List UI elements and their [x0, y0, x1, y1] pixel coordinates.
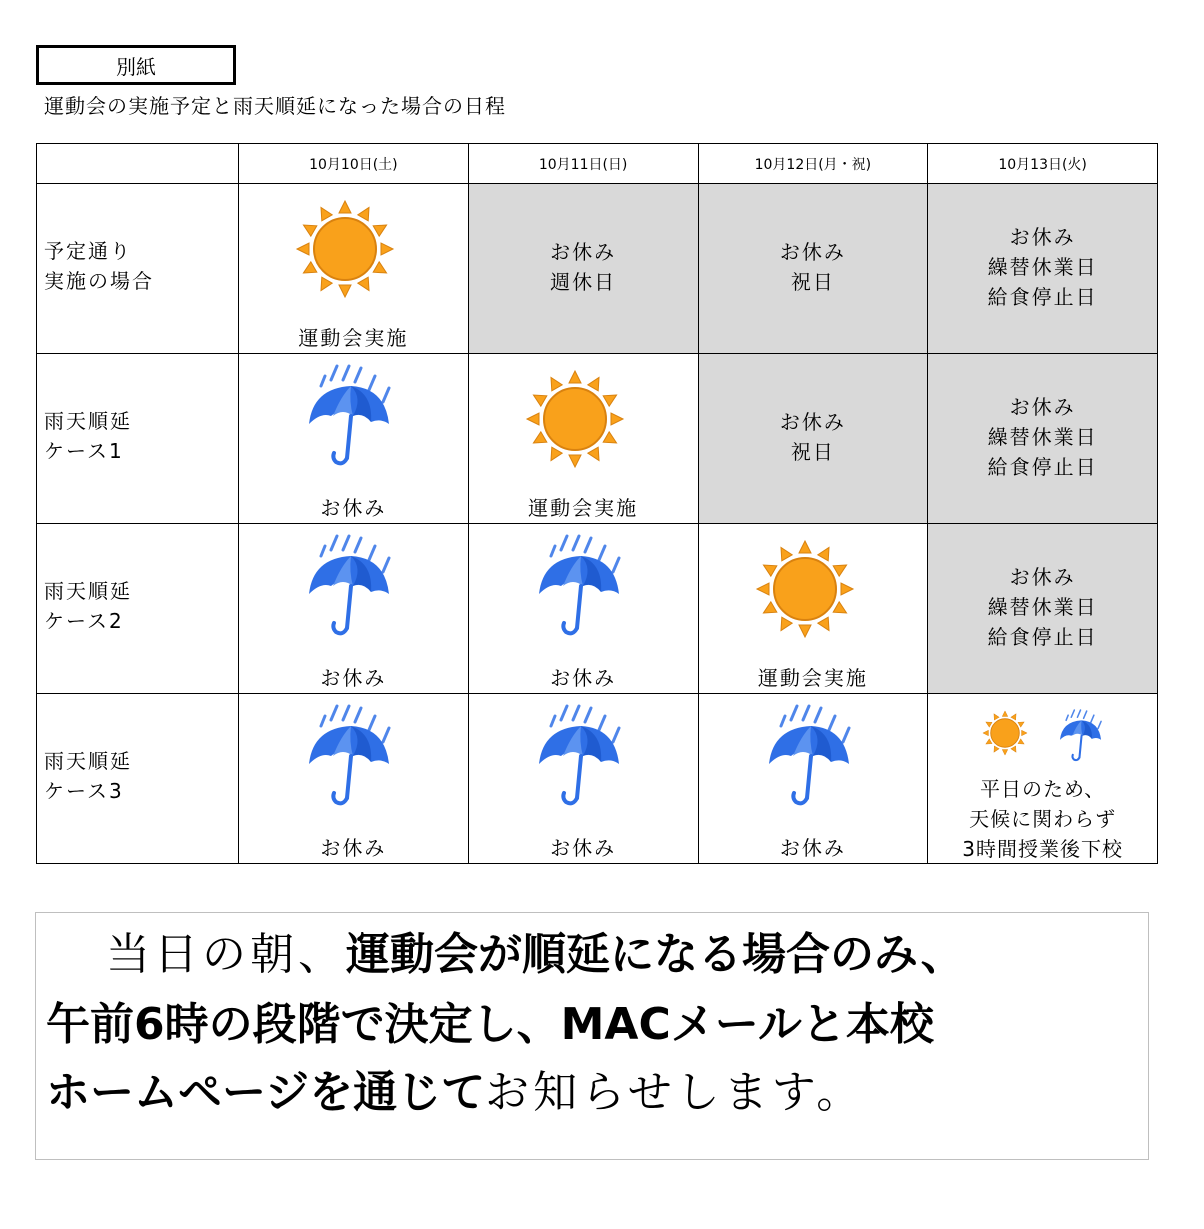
rest-text-line: 給食停止日 [987, 625, 1098, 649]
notice-line-1 [106, 925, 965, 985]
header-row [37, 144, 1158, 184]
table-row [37, 694, 1158, 864]
cell-caption: 運動会実施 [298, 326, 409, 350]
rest-text [469, 237, 698, 297]
sports-day-cell [698, 524, 928, 694]
rest-text-line: 繰替休業日 [987, 595, 1098, 619]
sports-day-cell [468, 354, 698, 524]
rest-text-line: 祝日 [790, 270, 835, 294]
sun-icon [295, 199, 395, 299]
umbrella-rain-icon [763, 702, 853, 807]
row-header [37, 354, 239, 524]
sports-day-cell [239, 184, 469, 354]
notice-line-3 [46, 1063, 864, 1123]
row-label-line: ケース3 [44, 779, 124, 803]
rest-text-line: お休み [1009, 225, 1076, 249]
rest-day-cell [928, 524, 1158, 694]
row-label-line: 実施の場合 [44, 269, 154, 293]
column-header: 10月11日(日) [468, 144, 698, 184]
weekday-note [928, 774, 1157, 864]
table-row [37, 354, 1158, 524]
rest-text-line: 繰替休業日 [987, 255, 1098, 279]
rain-day-cell [468, 694, 698, 864]
umbrella-rain-icon [1056, 708, 1104, 762]
cell-caption: 運動会実施 [757, 666, 868, 690]
rest-text [699, 407, 928, 467]
sun-icon [982, 710, 1028, 756]
rest-text-line: 繰替休業日 [987, 425, 1098, 449]
umbrella-rain-icon [303, 702, 393, 807]
column-header: 10月13日(火) [928, 144, 1158, 184]
row-label-line: 予定通り [44, 239, 132, 263]
rest-text-line: お休み [1009, 395, 1076, 419]
cell-caption: お休み [550, 836, 617, 860]
rest-text-line: お休み [779, 240, 846, 264]
rest-text [928, 392, 1157, 482]
row-label-line: ケース2 [44, 609, 124, 633]
umbrella-rain-icon [533, 702, 623, 807]
row-label [44, 746, 132, 806]
weekday-note-line: 天候に関わらず [969, 807, 1117, 831]
table-row [37, 524, 1158, 694]
column-header: 10月10日(土) [239, 144, 469, 184]
row-header [37, 694, 239, 864]
notice-emphasis: 運動会が順延になる場合のみ、 [346, 929, 965, 980]
weekday-cell [928, 694, 1158, 864]
cell-caption: お休み [320, 836, 387, 860]
row-label [44, 576, 132, 636]
sun-icon [525, 369, 625, 469]
cell-caption: お休み [320, 496, 387, 520]
cell-caption: 運動会実施 [528, 496, 639, 520]
weekday-note-line: 3時間授業後下校 [962, 837, 1123, 861]
umbrella-rain-icon [533, 532, 623, 637]
notice-emphasis: ホームページを通じて [46, 1067, 486, 1118]
rest-day-cell [698, 184, 928, 354]
rest-day-cell [698, 354, 928, 524]
rest-text [928, 222, 1157, 312]
rest-text-line: 給食停止日 [987, 455, 1098, 479]
rest-text [699, 237, 928, 297]
notice-line-2 [46, 995, 934, 1055]
row-label-line: 雨天順延 [44, 409, 132, 433]
rest-day-cell [928, 354, 1158, 524]
column-header: 10月12日(月・祝) [698, 144, 928, 184]
rain-day-cell [239, 524, 469, 694]
cell-caption: お休み [320, 666, 387, 690]
row-header [37, 524, 239, 694]
row-header [37, 184, 239, 354]
umbrella-rain-icon [303, 362, 393, 467]
sun-icon [755, 539, 855, 639]
row-label-line: ケース1 [44, 439, 124, 463]
cell-caption: お休み [550, 666, 617, 690]
cell-caption: お休み [779, 836, 846, 860]
rest-text [928, 562, 1157, 652]
rest-text-line: お休み [779, 410, 846, 434]
rest-text-line: お休み [1009, 565, 1076, 589]
row-label-line: 雨天順延 [44, 579, 132, 603]
row-label [44, 236, 154, 296]
rain-day-cell [698, 694, 928, 864]
notice-emphasis: 午前6時の段階で決定し、MACメールと本校 [46, 999, 934, 1050]
corner-cell [37, 144, 239, 184]
notice-text: お知らせします。 [485, 1067, 865, 1118]
notice-box [35, 912, 1149, 1160]
rest-day-cell [468, 184, 698, 354]
rest-text-line: 祝日 [790, 440, 835, 464]
notice-text: 当日の朝、 [106, 929, 346, 980]
rain-day-cell [239, 354, 469, 524]
rain-day-cell [239, 694, 469, 864]
rest-text-line: 給食停止日 [987, 285, 1098, 309]
row-label-line: 雨天順延 [44, 749, 132, 773]
schedule-table [36, 143, 1158, 864]
document-subtitle: 運動会の実施予定と雨天順延になった場合の日程 [44, 94, 506, 118]
appendix-tag [36, 45, 236, 85]
rain-day-cell [468, 524, 698, 694]
rest-text-line: お休み [550, 240, 617, 264]
weekday-note-line: 平日のため、 [980, 777, 1106, 801]
rest-text-line: 週休日 [550, 270, 617, 294]
umbrella-rain-icon [303, 532, 393, 637]
rest-day-cell [928, 184, 1158, 354]
row-label [44, 406, 132, 466]
table-row [37, 184, 1158, 354]
appendix-tag-label: 別紙 [116, 54, 156, 79]
